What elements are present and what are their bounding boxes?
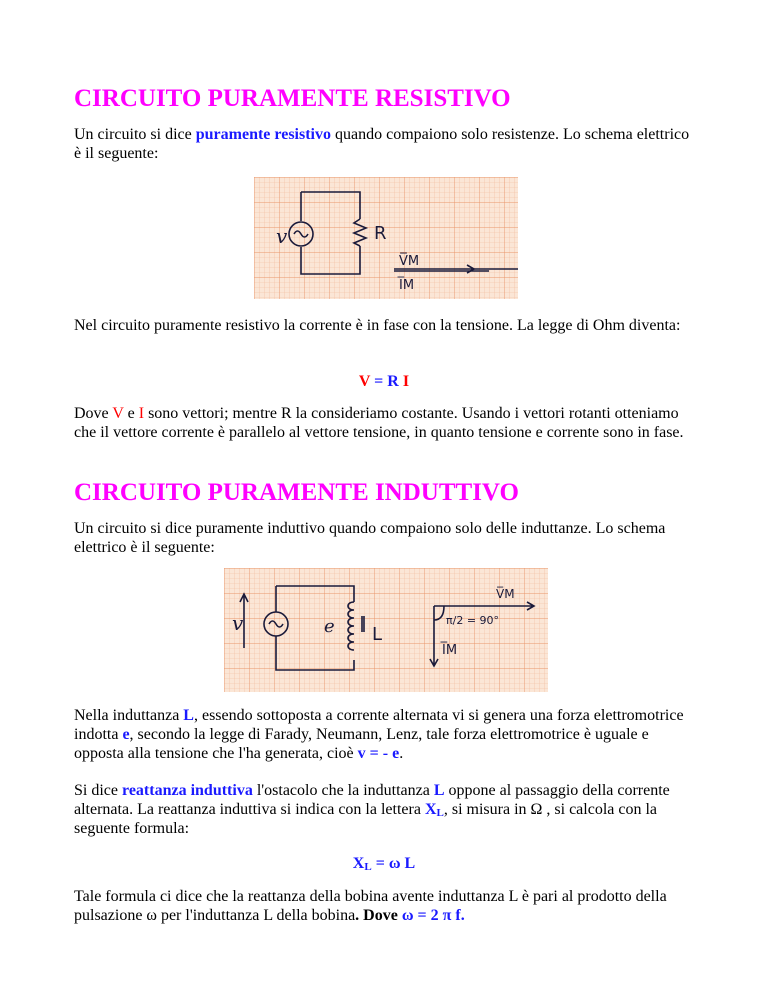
para-reactance: Si dice reattanza induttiva l'ostacolo che la induttanza L oppone al passaggio della corrente alternata. La reattanza induttiva si indica con la lettera $X_L$, si misura in Ω , si calcola con la seguente formula: <box>74 782 670 837</box>
label-v: v <box>276 224 288 248</box>
section-title-resistive: CIRCUITO PURAMENTE RESISTIVO <box>74 85 511 112</box>
label-im: I̅M <box>399 278 415 293</box>
intro-inductive: Un circuito si dice puramente induttivo quando compaiono solo delle induttanze. Lo schema elettrico è il seguente: <box>74 520 666 556</box>
label-L: L <box>372 624 383 645</box>
label-vm: V̅M <box>399 254 420 269</box>
para-resistive-vectors: Dove V e I sono vettori; mentre R la consideriamo costante. Usando i vettori rotanti otteniamo che il vettore corrente è parallelo al vettore tensione, in quanto tensione e corrente sono in fase. <box>74 405 684 441</box>
label-R: R <box>374 223 387 244</box>
inductive-circuit-diagram <box>224 568 548 692</box>
label-angle: π/2 = 90° <box>446 614 500 627</box>
formula-reactance: $X_L = \omega$ L <box>352 855 416 873</box>
label-im: I̅M <box>442 643 458 658</box>
label-vm: V̅M <box>496 587 515 601</box>
label-v: v <box>232 611 244 635</box>
para-resistive-phase: Nel circuito puramente resistivo la corrente è in fase con la tensione. La legge di Ohm diventa: <box>74 317 681 334</box>
resistive-circuit-diagram <box>254 177 518 299</box>
term-puramente-resistivo: puramente resistivo <box>195 126 331 143</box>
label-e: e <box>324 616 335 637</box>
section-title-inductive: CIRCUITO PURAMENTE INDUTTIVO <box>74 479 519 506</box>
para-reactance-meaning: Tale formula ci dice che la reattanza della bobina avente induttanza L è pari al prodotto della pulsazione ω per l'induttanza L della bobina. Dove ω = 2 π f. <box>74 888 667 924</box>
formula-ohm: V = R I <box>358 373 410 390</box>
term-reattanza-induttiva: reattanza induttiva <box>122 782 253 799</box>
para-inductive-emf: Nella induttanza L, essendo sottoposta a corrente alternata vi si genera una forza elettromotrice indotta e, secondo la legge di Farady, Neumann, Lenz, tale forza elettromotrice è uguale e opposta alla tensione che l'ha generata, cioè v = - e. <box>74 707 684 762</box>
intro-resistive: Un circuito si dice puramente resistivo quando compaiono solo resistenze. Lo schema elettrico è il seguente: <box>74 126 690 162</box>
